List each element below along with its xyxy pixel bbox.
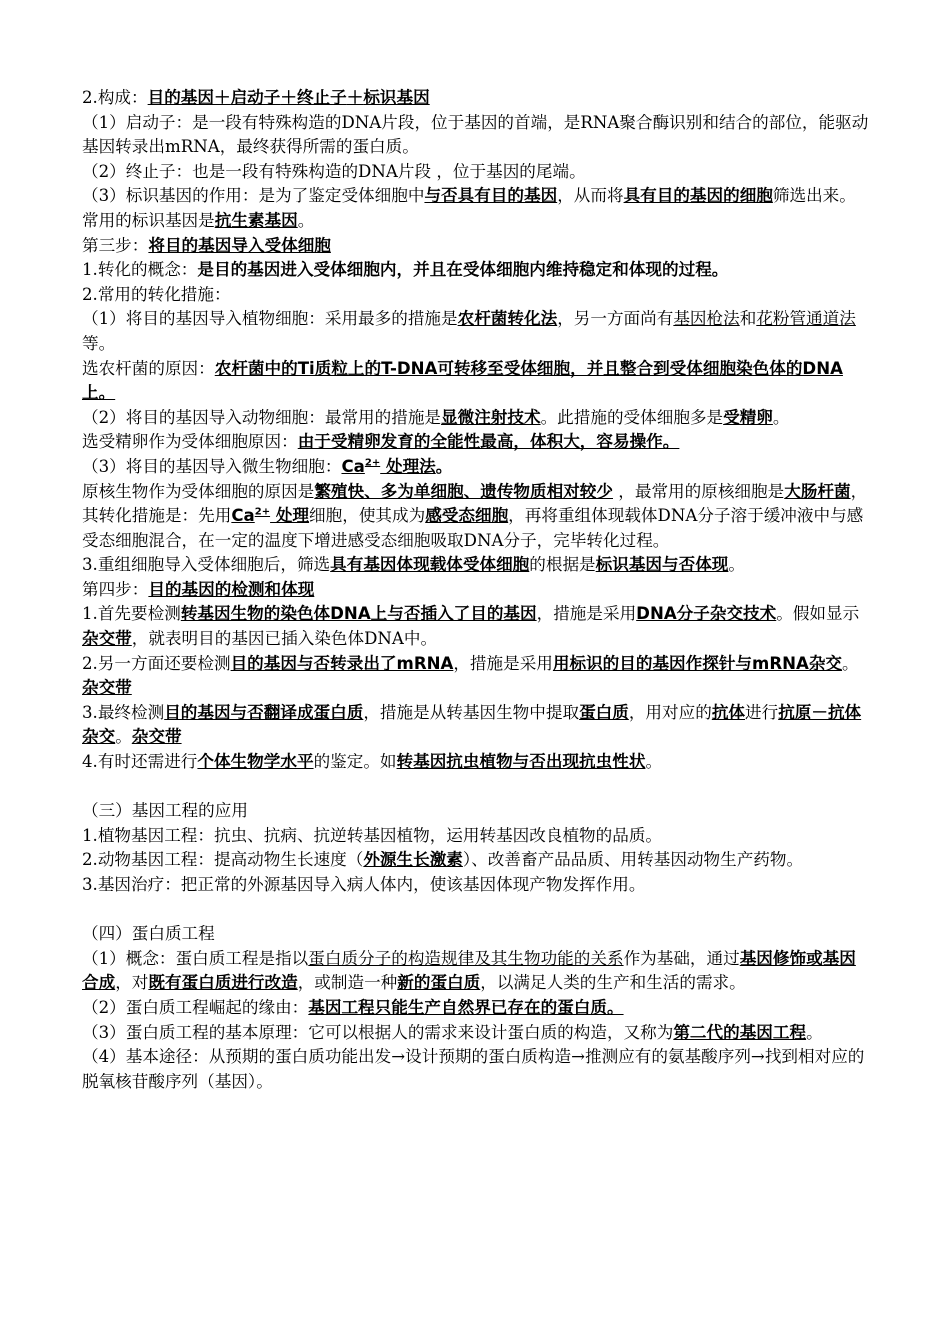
gene-therapy-item: 3.基因治疗：把正常的外源基因导入病人体内，使该基因体现产物发挥作用。 [82, 875, 646, 894]
protein-detection-paragraph: 3.最终检测目的基因与否翻译成蛋白质，措施是从转基因生物中提取蛋白质，用对应的抗体进行抗原－抗体杂交。杂交带 [82, 702, 862, 747]
animal-cell-method: （2）将目的基因导入动物细胞：最常用的措施是显微注射技术。此措施的受体细胞多是受精卵。 [82, 407, 790, 427]
plant-engineering-item: 1.植物基因工程：抗虫、抗病、抗逆转基因植物，运用转基因改良植物的品质。 [82, 825, 663, 845]
marker-gene-paragraph: （3）标识基因的作用：是为了鉴定受体细胞中与否具有目的基因，从而将具有目的基因的细胞筛选出来。常用的标识基因是抗生素基因。 [82, 186, 856, 230]
protein-origin-paragraph: （2）蛋白质工程崛起的缘由：基因工程只能生产自然界已存在的蛋白质。 [82, 997, 624, 1017]
transformation-methods-heading: 2.常用的转化措施： [82, 284, 231, 304]
promoter-paragraph: （1）启动子：是一段有特殊构造的DNA片段，位于基因的首端，是RNA聚合酶识别和结合的部位，能驱动基因转录出mRNA，最终获得所需的蛋白质。 [82, 112, 869, 157]
protein-engineering-heading: （四）蛋白质工程 [82, 924, 215, 944]
plant-cell-method: （1）将目的基因导入植物细胞：采用最多的措施是农杆菌转化法，另一方面尚有基因枪法和花粉管通道法等。 [82, 309, 856, 353]
spacer [82, 898, 872, 923]
prokaryote-reason-paragraph: 原核生物作为受体细胞的原因是繁殖快、多为单细胞、遗传物质相对较少 ，最常用的原核细胞是大肠杆菌，其转化措施是：先用$Ca^{2+}$ 处理细胞，使其成为感受态细胞，再将重组体现载体DNA分子溶于缓冲液中与感受态细胞混合，在一定的温度下增进感受态细胞吸取DNA分子，完毕转化过程。 [82, 481, 868, 550]
document-page [82, 86, 872, 1094]
spacer [82, 775, 872, 800]
step-three-heading: 第三步：将目的基因导入受体细胞 [82, 235, 331, 255]
animal-engineering-item: 2.动物基因工程：提高动物生长速度（外源生长激素）、改善畜产品品质、用转基因动物生产药物。 [82, 850, 804, 870]
agrobacterium-reason: 选农杆菌的原因：农杆菌中的Ti质粒上的T-DNA可转移至受体细胞，并且整合到受体细胞染色体的DNA上。 [82, 358, 843, 403]
applications-heading: （三）基因工程的应用 [82, 801, 248, 821]
terminator-paragraph: （2）终止子：也是一段有特殊构造的DNA片段 ，位于基因的尾端。 [82, 161, 586, 181]
protein-concept-paragraph: （1）概念：蛋白质工程是指以蛋白质分子的构造规律及其生物功能的关系作为基础，通过基因修饰或基因合成，对既有蛋白质进行改造，或制造一种新的蛋白质，以满足人类的生产和生活的需求。 [82, 948, 856, 993]
composition-line: 2.构成：目的基因＋启动子＋终止子＋标识基因 [82, 88, 430, 107]
dna-detection-paragraph: 1.首先要检测转基因生物的染色体DNA上与否插入了目的基因，措施是采用DNA分子杂交技术。假如显示杂交带，就表明目的基因已插入染色体DNA中。 [82, 604, 860, 649]
protein-pathway-paragraph: （4）基本途径：从预期的蛋白质功能出发→设计预期的蛋白质构造→推测应有的氨基酸序列→找到相对应的脱氧核苷酸序列（基因）。 [82, 1047, 865, 1091]
step-four-heading: 第四步：目的基因的检测和体现 [82, 579, 315, 599]
screening-paragraph: 3.重组细胞导入受体细胞后，筛选具有基因体现载体受体细胞的根据是标识基因与否体现。 [82, 555, 745, 575]
protein-principle-paragraph: （3）蛋白质工程的基本原理：它可以根据人的需求来设计蛋白质的构造，又称为第二代的基因工程。 [82, 1022, 823, 1042]
microbe-cell-method: （3）将目的基因导入微生物细胞：$Ca^{2+}$ 处理法。 [82, 456, 453, 476]
individual-level-paragraph: 4.有时还需进行个体生物学水平的鉴定。如转基因抗虫植物与否出现抗虫性状。 [82, 752, 663, 772]
mrna-detection-paragraph: 2.另一方面还要检测目的基因与否转录出了mRNA，措施是采用用标识的目的基因作探针与mRNA杂交。杂交带 [82, 653, 859, 698]
fertilized-egg-reason: 选受精卵作为受体细胞原因：由于受精卵发育的全能性最高，体积大，容易操作。 [82, 432, 680, 452]
transformation-concept: 1.转化的概念：是目的基因进入受体细胞内，并且在受体细胞内维持稳定和体现的过程。 [82, 260, 729, 280]
